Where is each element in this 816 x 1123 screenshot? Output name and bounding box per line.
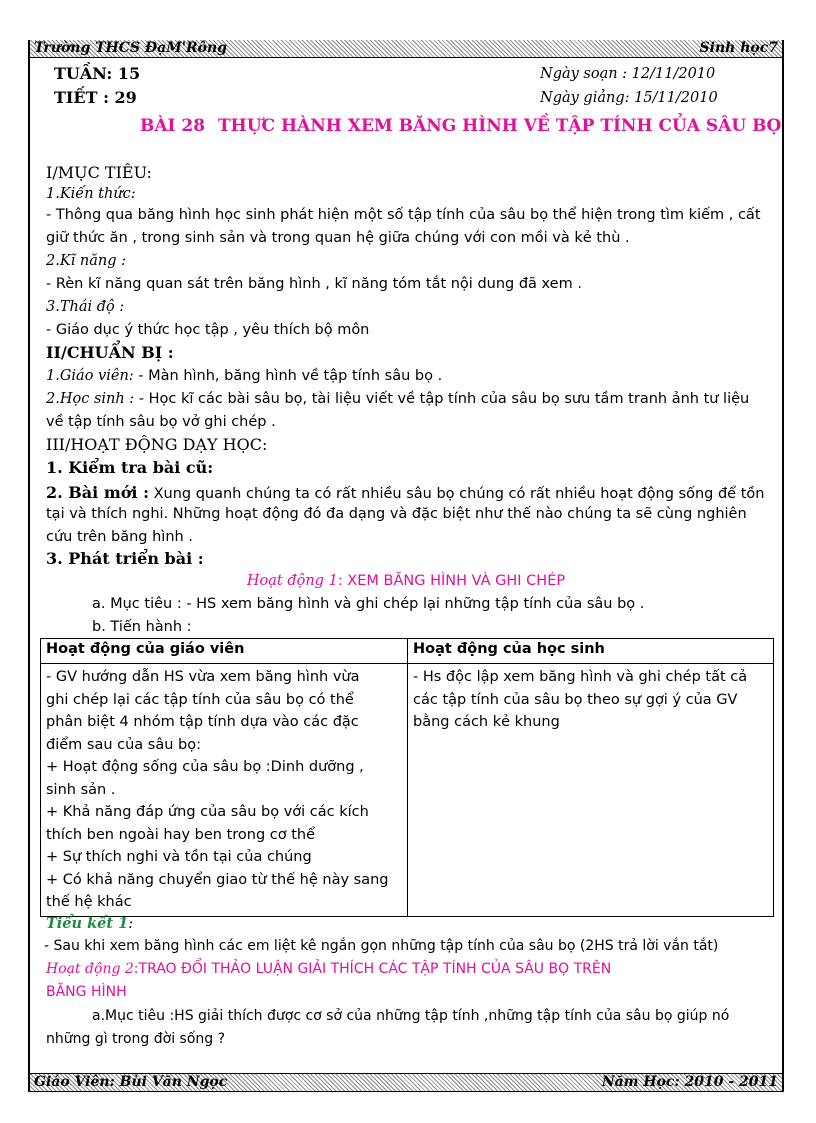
lesson-number: BÀI 28 — [140, 116, 206, 136]
date-prepared: Ngày soạn : 12/11/2010 — [540, 66, 716, 82]
period-label: TIẾT : 29 — [54, 88, 137, 107]
teacher-prep-label: 1.Giáo viên: — [46, 368, 134, 384]
summary-colon: : — [128, 916, 134, 932]
skills-heading: 2.Kĩ năng : — [46, 253, 127, 269]
new-lesson-label: 2. Bài mới : — [46, 483, 149, 502]
page-footer — [30, 1073, 782, 1091]
student-prep-label: 2.Học sinh : — [46, 391, 135, 407]
student-line: các tập tính của sâu bọ theo sự gợi ý của GV — [413, 691, 738, 708]
activity-1-procedure: b. Tiến hành : — [92, 619, 192, 635]
section-objectives: I/MỤC TIÊU: — [46, 163, 152, 182]
teacher-name: Giáo Viên: Bùi Văn Ngọc — [34, 1074, 228, 1090]
activity-1-label: Hoạt động 1 — [246, 573, 338, 589]
activity-2-objective: a.Mục tiêu :HS giải thích được cơ sở của những tập tính ,những tập tính của sâu bọ giúp nó — [92, 1008, 730, 1024]
attitude-line-1: - Giáo dục ý thức học tập , yêu thích bộ môn — [46, 322, 370, 338]
activity-1-objective: a. Mục tiêu : - HS xem băng hình và ghi chép lại những tập tính của sâu bọ . — [92, 596, 645, 612]
activity-2-objective-line-2: những gì trong đời sống ? — [46, 1031, 226, 1047]
teacher-line: sinh sản . — [46, 781, 116, 798]
school-year: Năm Học: 2010 - 2011 — [601, 1074, 778, 1090]
week-label: TUẦN: 15 — [54, 64, 141, 83]
page-header — [30, 40, 782, 58]
subject-name: Sinh học7 — [699, 40, 778, 56]
activity-2-heading-line-2: BĂNG HÌNH — [46, 984, 127, 1000]
student-prep — [46, 391, 749, 407]
new-lesson-line-2: tại và thích nghi. Những hoạt động đó đa dạng và đặc biệt như thế nào chúng ta sẽ cùng nghiên — [46, 506, 747, 522]
knowledge-line-2: giữ thức ăn , trong sinh sản và trong quan hệ giữa chúng với con mồi và kẻ thù . — [46, 230, 630, 246]
school-name: Trường THCS ĐạM'Rông — [34, 40, 227, 56]
knowledge-line-1: - Thông qua băng hình học sinh phát hiện một số tập tính của sâu bọ thể hiện trong tìm kiếm , cất — [46, 207, 761, 223]
activity-1-heading — [30, 573, 782, 589]
attitude-heading: 3.Thái độ : — [46, 299, 125, 315]
teacher-line: + Hoạt động sống của sâu bọ :Dinh dưỡng , — [46, 759, 364, 775]
summary-label: Tiểu kết 1 — [46, 915, 129, 932]
activity-table — [40, 638, 774, 917]
teacher-line: điểm sau của sâu bọ: — [46, 736, 201, 753]
teacher-prep — [46, 368, 442, 384]
teacher-line: + Có khả năng chuyển giao từ thế hệ này sang — [46, 871, 389, 888]
teacher-line: ghi chép lại các tập tính của sâu bọ có thể — [46, 691, 354, 708]
student-activity-cell — [408, 664, 774, 917]
teacher-activity-cell — [41, 664, 408, 917]
summary-text: - Sau khi xem băng hình các em liệt kê ngắn gọn những tập tính của sâu bọ (2HS trả lời vắn tắt) — [44, 938, 719, 954]
activity-2-label: Hoạt động 2 — [46, 961, 134, 977]
skills-line-1: - Rèn kĩ năng quan sát trên băng hình , kĩ năng tóm tắt nội dung đã xem . — [46, 276, 582, 292]
new-lesson — [46, 483, 764, 502]
teacher-line: - GV hướng dẫn HS vừa xem băng hình vừa — [46, 669, 360, 685]
section-preparation: II/CHUẨN BỊ : — [46, 343, 174, 362]
knowledge-heading: 1.Kiến thức: — [46, 186, 136, 202]
table-row — [41, 664, 774, 917]
student-line: bằng cách kẻ khung — [413, 714, 560, 730]
student-column-header: Hoạt động của học sinh — [408, 639, 774, 664]
section-activities: III/HOẠT ĐỘNG DẠY HỌC: — [46, 435, 268, 454]
new-lesson-line-3: cứu trên băng hình . — [46, 529, 193, 545]
teacher-line: + Khả năng đáp ứng của sâu bọ với các kích — [46, 804, 369, 820]
activity-1-title: : XEM BĂNG HÌNH VÀ GHI CHÉP — [337, 573, 566, 589]
teacher-line: thế hệ khác — [46, 894, 132, 910]
teacher-column-header: Hoạt động của giáo viên — [41, 639, 408, 664]
teacher-line: phân biệt 4 nhóm tập tính dựa vào các đặc — [46, 714, 359, 730]
teacher-line: thích ben ngoài hay ben trong cơ thể — [46, 826, 316, 843]
lesson-title: THỰC HÀNH XEM BĂNG HÌNH VỀ TẬP TÍNH CỦA SÂU BỌ — [218, 116, 782, 136]
new-lesson-text: Xung quanh chúng ta có rất nhiều sâu bọ chúng có rất nhiều hoạt động sống để tồn — [148, 486, 765, 502]
student-line: - Hs độc lập xem băng hình và ghi chép tất cả — [413, 669, 748, 685]
activity-2-title: :TRAO ĐỔI THẢO LUẬN GIẢI THÍCH CÁC TẬP TÍNH CỦA SÂU BỌ TRÊN — [133, 961, 612, 977]
date-taught: Ngày giảng: 15/11/2010 — [540, 90, 718, 106]
teacher-line: + Sự thích nghi và tồn tại của chúng — [46, 849, 312, 865]
old-lesson-check: 1. Kiểm tra bài cũ: — [46, 458, 214, 477]
activity-2-heading — [46, 961, 611, 977]
student-prep-line-2: về tập tính sâu bọ vở ghi chép . — [46, 414, 276, 430]
lesson-development: 3. Phát triển bài : — [46, 549, 204, 568]
teacher-prep-text: - Màn hình, băng hình về tập tính sâu bọ . — [133, 368, 443, 384]
summary-heading — [46, 915, 133, 932]
table-header-row — [41, 639, 774, 664]
student-prep-text: - Học kĩ các bài sâu bọ, tài liệu viết về tập tính của sâu bọ sưu tầm tranh ảnh tư liệu — [134, 391, 750, 407]
